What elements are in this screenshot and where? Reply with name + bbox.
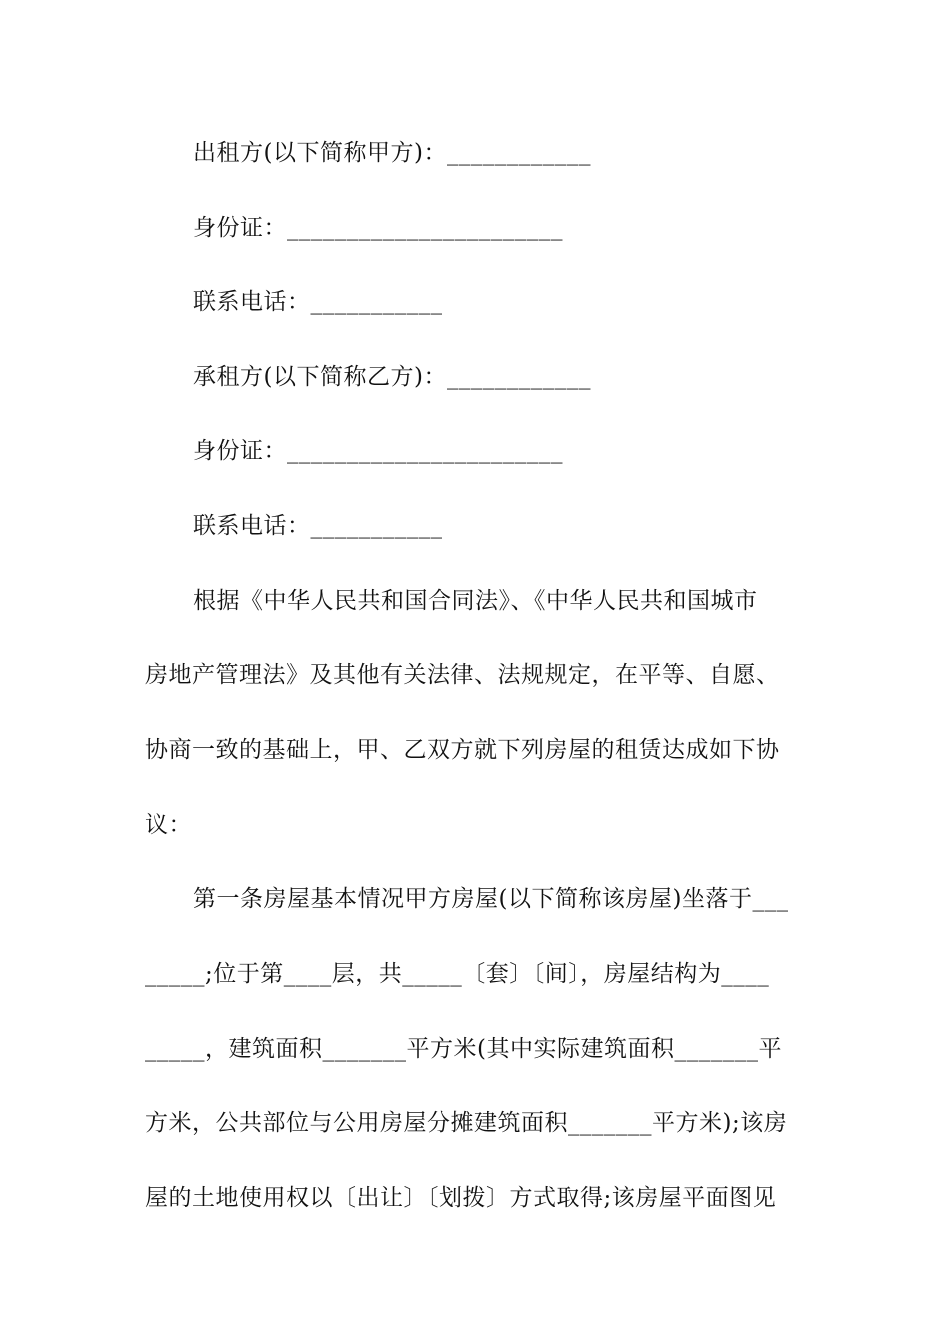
lessee-id-field: 身份证：_______________________ <box>193 438 563 464</box>
article1-line: 第一条房屋基本情况甲方房屋(以下简称该房屋)坐落于___ <box>193 886 789 912</box>
article1-line: 屋的土地使用权以〔出让〕〔划拨〕方式取得;该房屋平面图见 <box>145 1185 777 1211</box>
article1-line: _____，建筑面积_______平方米(其中实际建筑面积_______平 <box>145 1036 782 1062</box>
lessor-phone-field: 联系电话：___________ <box>193 289 443 315</box>
lessee-phone-field: 联系电话：___________ <box>193 513 443 539</box>
preamble-line: 房地产管理法》及其他有关法律、法规规定，在平等、自愿、 <box>145 662 780 688</box>
preamble-line: 协商一致的基础上，甲、乙双方就下列房屋的租赁达成如下协 <box>145 737 780 763</box>
lessor-field: 出租方(以下简称甲方)：____________ <box>193 140 591 166</box>
lessee-field: 承租方(以下简称乙方)：____________ <box>193 364 591 390</box>
preamble-line: 根据《中华人民共和国合同法》、《中华人民共和国城市 <box>193 588 758 614</box>
preamble-line: 议： <box>145 812 192 838</box>
lessor-id-field: 身份证：_______________________ <box>193 215 563 241</box>
article1-line: _____;位于第____层，共_____〔套〕〔间〕，房屋结构为____ <box>145 961 770 987</box>
article1-line: 方米，公共部位与公用房屋分摊建筑面积_______平方米);该房 <box>145 1110 788 1136</box>
